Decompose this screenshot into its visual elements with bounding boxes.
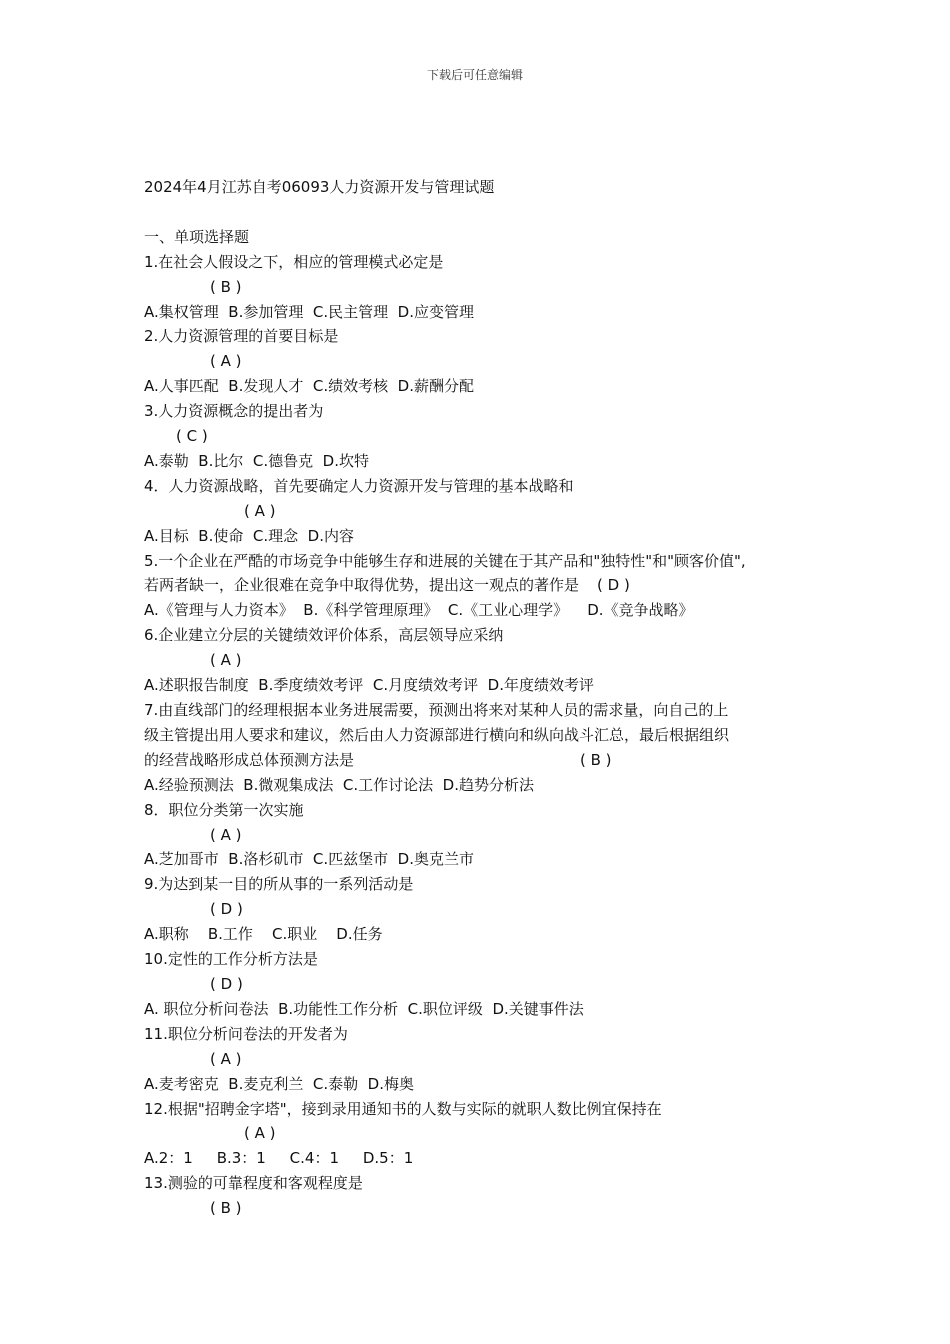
question-text: 7.由直线部门的经理根据本业务进展需要，预测出将来对某种人员的需求量，向自己的上 (144, 701, 729, 720)
answer-key: ( A ) (244, 501, 276, 520)
question-text: 8．职位分类第一次实施 (144, 800, 304, 819)
question-text: 12.根据"招聘金字塔"，接到录用通知书的人数与实际的就职人数比例宜保持在 (144, 1099, 662, 1118)
answer-options: A. 职位分析问卷法 B.功能性工作分析 C.职位评级 D.关键事件法 (144, 999, 584, 1018)
question-text: 4．人力资源战略，首先要确定人力资源开发与管理的基本战略和 (144, 476, 574, 495)
question-text-cont (144, 748, 824, 773)
answer-key: ( D ) (210, 900, 243, 919)
answer-options: A.《管理与人力资本》 B.《科学管理原理》 C.《工业心理学》 D.《竞争战略》 (144, 601, 694, 620)
answer-options: A.职称 B.工作 C.职业 D.任务 (144, 925, 383, 944)
answer-key: ( D ) (210, 974, 243, 993)
question-text: 11.职位分析问卷法的开发者为 (144, 1024, 348, 1043)
answer-key: ( A ) (210, 1049, 242, 1068)
section-heading: 一、单项选择题 (144, 227, 250, 246)
answer-key: ( A ) (210, 825, 242, 844)
answer-options: A.经验预测法 B.微观集成法 C.工作讨论法 D.趋势分析法 (144, 775, 534, 794)
question-text-cont: 级主管提出用人要求和建议，然后由人力资源部进行横向和纵向战斗汇总，最后根据组织 (144, 725, 730, 744)
question-text: 2.人力资源管理的首要目标是 (144, 327, 339, 346)
answer-key: ( A ) (210, 651, 242, 670)
answer-key: ( A ) (210, 352, 242, 371)
question-text-cont (144, 573, 824, 598)
answer-options: A.芝加哥市 B.洛杉矶市 C.匹兹堡市 D.奥克兰市 (144, 850, 474, 869)
document-body (144, 175, 824, 1221)
answer-options: A.麦考密克 B.麦克利兰 C.泰勒 D.梅奥 (144, 1074, 414, 1093)
answer-key: ( D ) (597, 576, 630, 595)
answer-options: A.述职报告制度 B.季度绩效考评 C.月度绩效考评 D.年度绩效考评 (144, 676, 594, 695)
question-text: 1.在社会人假设之下，相应的管理模式必定是 (144, 252, 444, 271)
exam-title: 2024年4月江苏自考06093人力资源开发与管理试题 (144, 178, 495, 196)
question-text: 13.测验的可靠程度和客观程度是 (144, 1174, 363, 1193)
answer-key: ( A ) (244, 1124, 276, 1143)
page-header: 下载后可任意编辑 (426, 68, 523, 82)
answer-options: A.2：1 B.3：1 C.4：1 D.5：1 (144, 1149, 414, 1168)
answer-options: A.人事匹配 B.发现人才 C.绩效考核 D.薪酬分配 (144, 377, 474, 396)
question-text: 6.企业建立分层的关键绩效评价体系，高层领导应采纳 (144, 626, 504, 645)
question-text: 5.一个企业在严酷的市场竞争中能够生存和进展的关键在于其产品和"独特性"和"顾客价值", (144, 551, 746, 570)
question-text-part: 若两者缺一，企业很难在竞争中取得优势，提出这一观点的著作是 (144, 576, 580, 595)
question-text-part: 的经营战略形成总体预测方法是 (144, 750, 355, 769)
answer-key: ( B ) (210, 277, 242, 296)
answer-options: A.集权管理 B.参加管理 C.民主管理 D.应变管理 (144, 302, 474, 321)
question-text: 3.人力资源概念的提出者为 (144, 402, 324, 421)
answer-options: A.目标 B.使命 C.理念 D.内容 (144, 526, 354, 545)
answer-key: ( B ) (210, 1199, 242, 1218)
question-text: 9.为达到某一目的所从事的一系列活动是 (144, 875, 414, 894)
answer-key: ( B ) (580, 750, 612, 769)
answer-key: ( C ) (176, 427, 208, 446)
question-text: 10.定性的工作分析方法是 (144, 950, 318, 969)
answer-options: A.泰勒 B.比尔 C.德鲁克 D.坎特 (144, 451, 369, 470)
